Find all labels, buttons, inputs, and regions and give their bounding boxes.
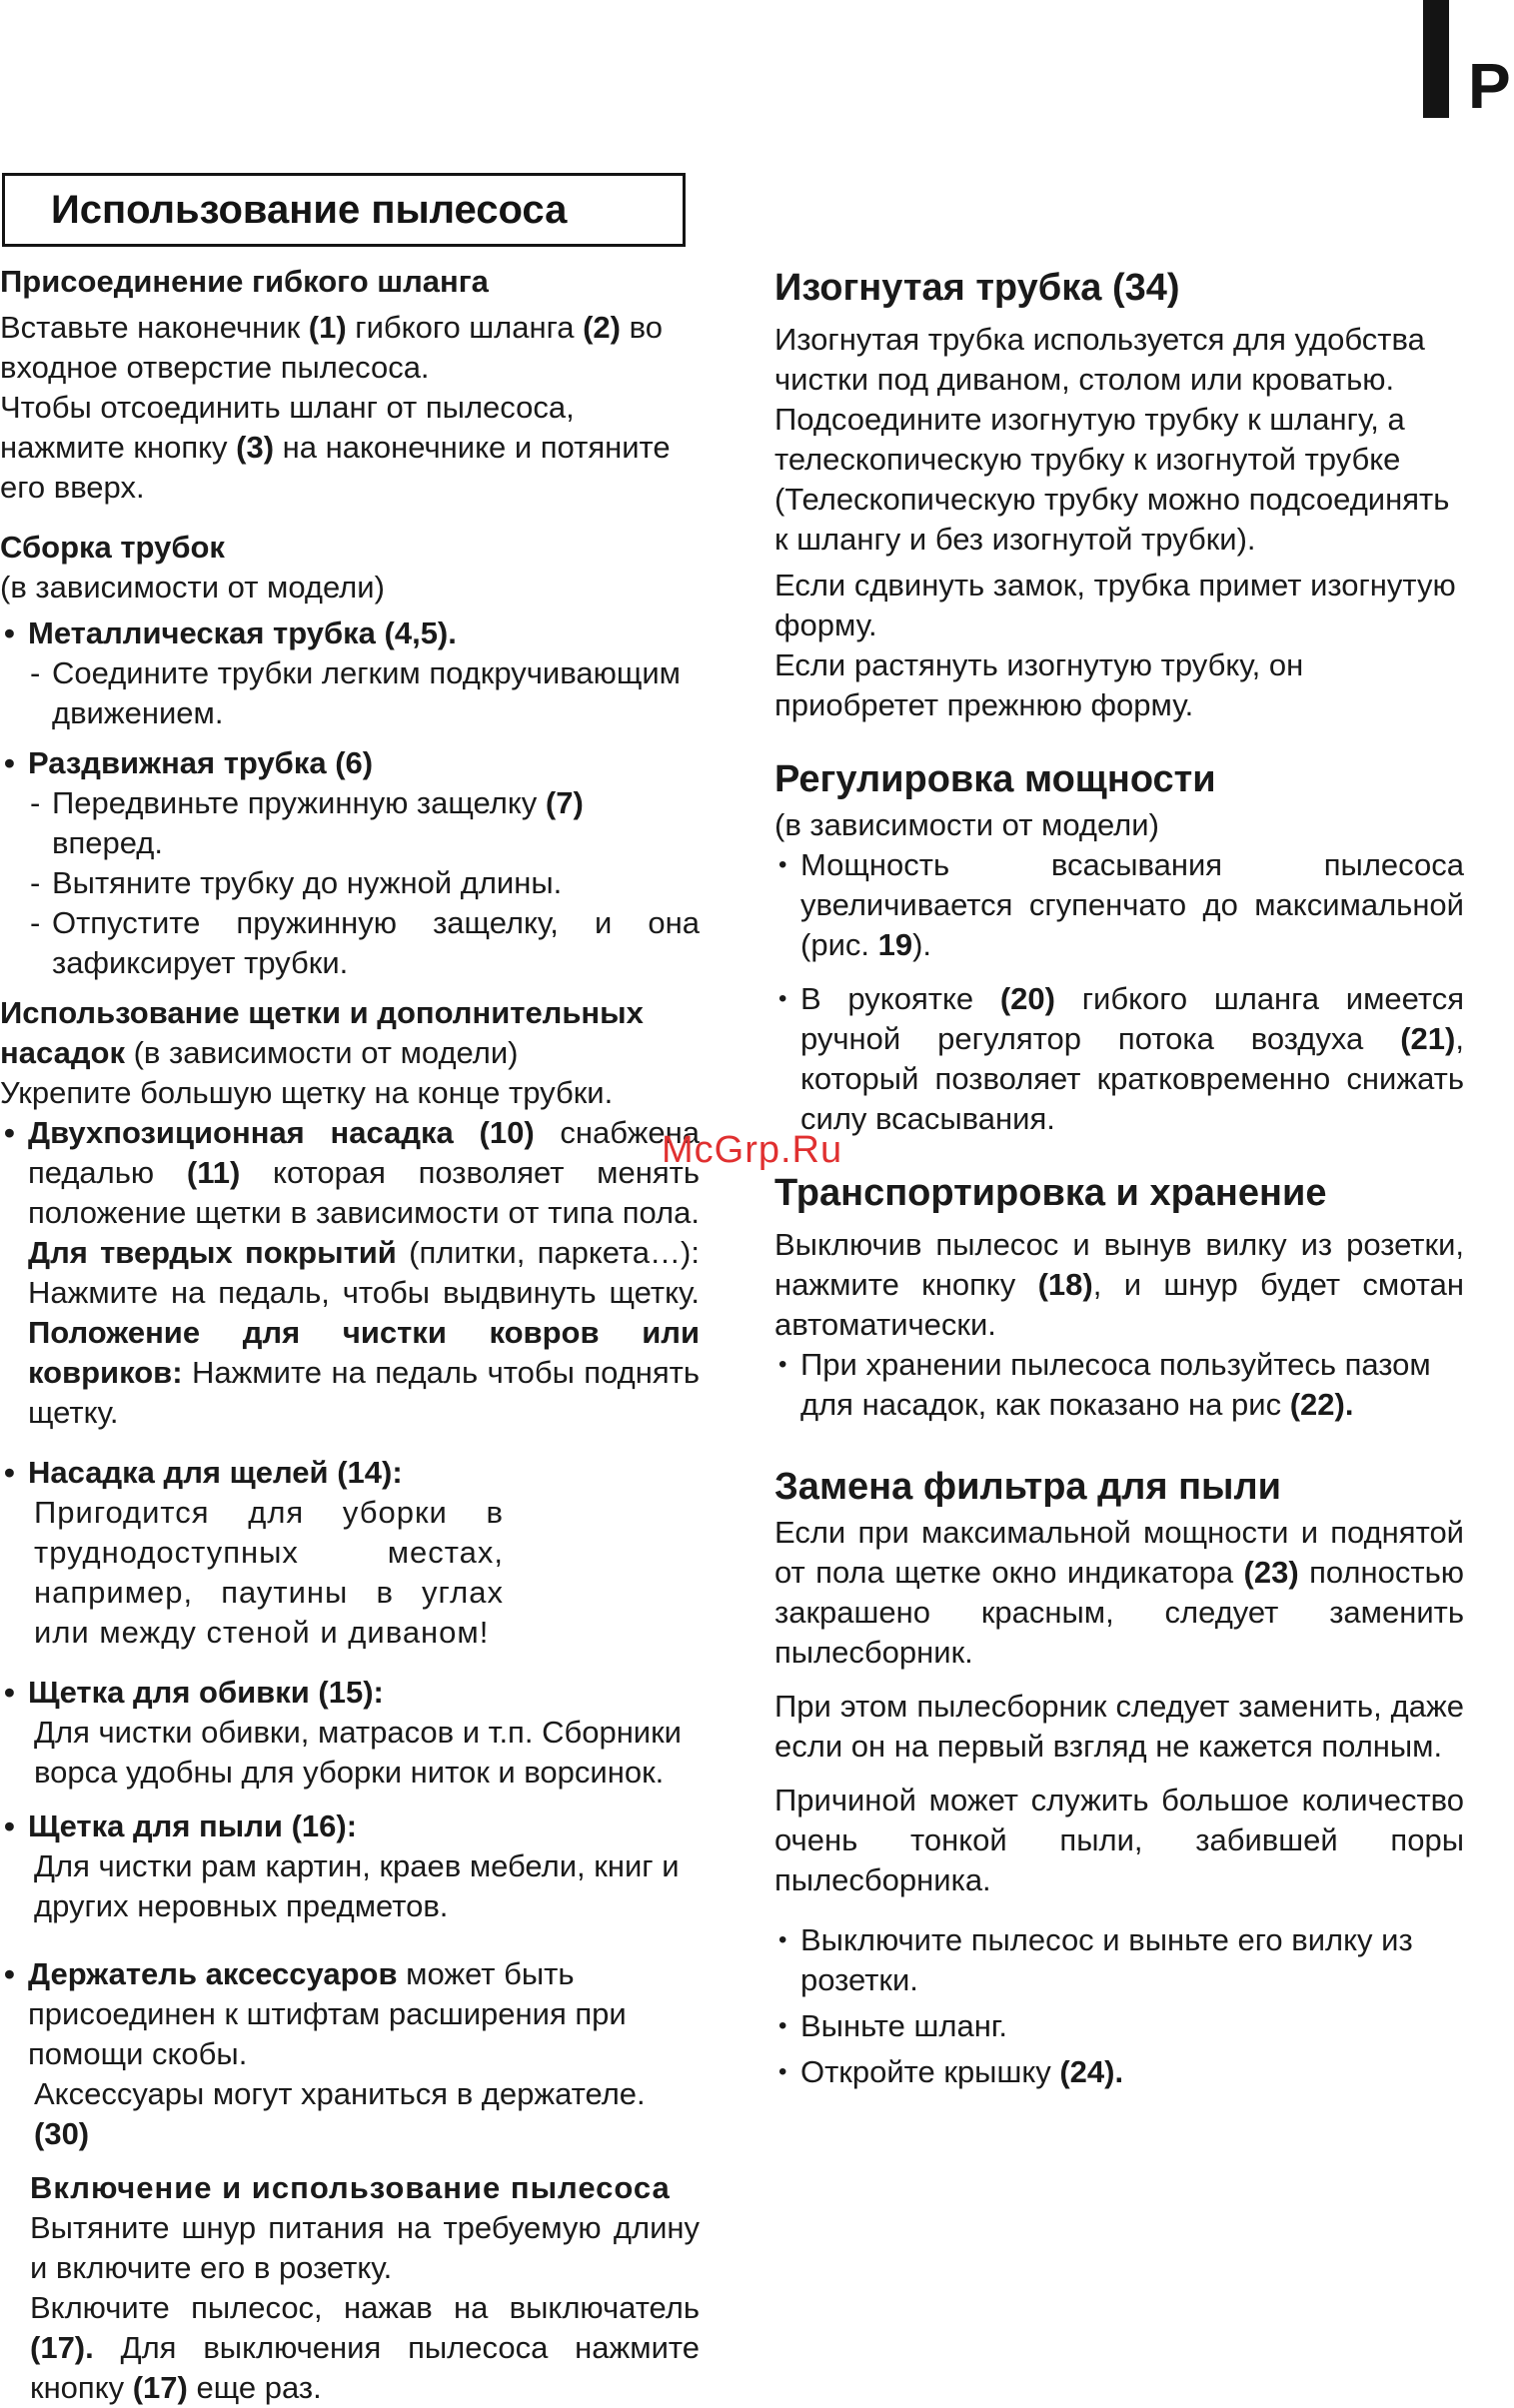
tubes-heading: Сборка трубок: [0, 530, 225, 565]
crevice-nozzle-title: • Насадка для щелей (14):: [4, 1455, 403, 1490]
filter-heading: Замена фильтра для пыли: [774, 1466, 1282, 1508]
dust-brush-text: Для чистки рам картин, краев мебели, книг и других неровных предметов.: [34, 1848, 680, 1923]
power-on-heading: Включение и использование пылесоса: [30, 2170, 671, 2205]
telescopic-tube-title: • Раздвижная трубка (6): [4, 745, 374, 780]
filter-step-1: • Выключите пылесос и выньте его вилку из розетки.: [778, 1922, 1413, 1997]
metal-tube-step: - Соедините трубки легким подкручивающим движением.: [30, 655, 681, 730]
upholstery-brush-text: Для чистки обивки, матрасов и т.п. Сборники ворса удобны для уборки ниток и ворсинок.: [34, 1715, 683, 1790]
section-power-on: [0, 2168, 700, 2408]
section-hose: [0, 262, 700, 508]
brush-intro: Укрепите большую щетку на конце трубки.: [0, 1075, 614, 1110]
hose-paragraph-1: Вставьте наконечник (1) гибкого шланга (2) во входное отверстие пылесоса.: [0, 310, 663, 385]
filter-paragraph-2: При этом пылесборник следует заменить, даже если он на первый взгляд не кажется полным.: [774, 1689, 1464, 1764]
transport-paragraph: Выключив пылесос и вынув вилку из розетки, нажмите кнопку (18), и шнур будет смотан автоматически.: [774, 1227, 1465, 1342]
watermark-text: McGrp.Ru: [662, 1129, 843, 1171]
left-column: [0, 262, 700, 2408]
metal-tube-title: • Металлическая трубка (4,5).: [4, 615, 457, 650]
tubes-note: (в зависимости от модели): [0, 570, 385, 604]
section-power-regulation: [774, 753, 1464, 1139]
transport-heading: Транспортировка и хранение: [774, 1172, 1327, 1214]
section-filter: [774, 1461, 1464, 2092]
telescopic-step-2: - Вытяните трубку до нужной длины.: [30, 865, 563, 900]
telescopic-step-3: - Отпустите пружинную защелку, и она зафиксирует трубки.: [30, 905, 700, 980]
accessory-holder: • Держатель аксессуаров может быть присоединен к штифтам расширения при помощи скобы.: [4, 1956, 627, 2071]
section-tubes: [0, 528, 700, 983]
crevice-nozzle-text: Пригодится для уборки в труднодоступных местах, например, паутины в углах или между стеной и диваном!: [34, 1495, 504, 1650]
bent-tube-paragraph-2: Если сдвинуть замок, трубка примет изогнутую форму.: [774, 568, 1456, 642]
power-regulation-heading: Регулировка мощности: [774, 758, 1216, 800]
language-marker-letter: P: [1468, 50, 1511, 122]
filter-step-2: • Выньте шланг.: [778, 2008, 1007, 2043]
power-regulation-bullet-1: • Мощность всасывания пылесоса увеличивается сгупенчато до максимальной (рис. 19).: [778, 847, 1464, 962]
bent-tube-paragraph-1: Изогнутая трубка используется для удобства чистки под диваном, столом или кроватью. Подсоедините изогнутую трубку к шлангу, а телескопическую трубку к изогнутой трубке (Телескопическую трубку можно подсоединять к шлангу и без изогнутой трубки).: [774, 322, 1450, 557]
telescopic-step-1: - Передвиньте пружинную защелку (7) вперед.: [30, 785, 584, 860]
right-column: [774, 262, 1464, 2092]
power-regulation-note: (в зависимости от модели): [774, 807, 1159, 842]
page-title: Использование пылесоса: [2, 173, 686, 247]
upholstery-brush-title: • Щетка для обивки (15):: [4, 1675, 384, 1710]
language-marker-bar: [1423, 0, 1449, 118]
dust-brush-title: • Щетка для пыли (16):: [4, 1808, 358, 1843]
section-brush: [0, 993, 700, 2154]
accessory-holder-storage: Аксессуары могут храниться в держателе. (30): [34, 2076, 646, 2151]
section-bent-tube: [774, 262, 1464, 725]
brush-heading: Использование щетки и дополнительных насадок (в зависимости от модели): [0, 995, 644, 1070]
bent-tube-paragraph-3: Если растянуть изогнутую трубку, он приобретет прежнюю форму.: [774, 647, 1304, 722]
power-on-paragraph-2: Включите пылесос, нажав на выключатель (17). Для выключения пылесоса нажмите кнопку (17) еще раз.: [30, 2290, 700, 2405]
power-regulation-bullet-2: • В рукоятке (20) гибкого шланга имеется ручной регулятор потока воздуха (21), который позволяет кратковременно снижать силу всасывания.: [778, 981, 1464, 1136]
filter-paragraph-1: Если при максимальной мощности и поднятой от пола щетке окно индикатора (23) полностью закрашено красным, следует заменить пылесборник.: [774, 1515, 1464, 1670]
section-transport: [774, 1167, 1464, 1425]
hose-paragraph-2: Чтобы отсоединить шланг от пылесоса, нажмите кнопку (3) на наконечнике и потяните его вверх.: [0, 390, 671, 505]
transport-bullet: • При хранении пылесоса пользуйтесь пазом для насадок, как показано на рис (22).: [778, 1347, 1431, 1422]
dual-position-nozzle: • Двухпозиционная насадка (10) снабжена педалью (11) которая позволяет менять положение щетки в зависимости от типа пола. Для твердых покрытий (плитки, паркета…): Нажмите на педаль, чтобы выдвинуть щетку. Положение для чистки ковров или ковриков: Нажмите на педаль чтобы поднять щетку.: [4, 1115, 701, 1430]
filter-step-3: • Откройте крышку (24).: [778, 2054, 1124, 2089]
power-on-paragraph-1: Вытяните шнур питания на требуемую длину и включите его в розетку.: [30, 2210, 700, 2285]
bent-tube-heading: Изогнутая трубка (34): [774, 267, 1180, 309]
filter-paragraph-3: Причиной может служить большое количество очень тонкой пыли, забившей поры пылесборника.: [774, 1783, 1464, 1897]
hose-heading: Присоединение гибкого шланга: [0, 264, 489, 299]
